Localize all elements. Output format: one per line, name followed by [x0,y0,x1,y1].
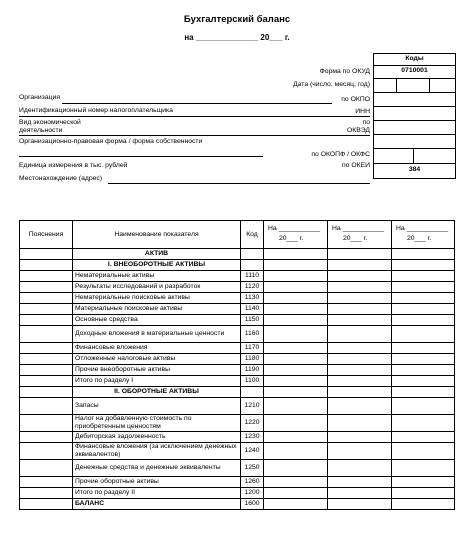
table-row [20,432,455,443]
codes-divider [373,92,456,93]
value-cell[interactable] [392,365,455,376]
col-date-1-b: 20___ г. [279,235,304,242]
indicator-name: Денежные средства и денежные эквиваленты [73,460,241,477]
indicator-code: 1150 [241,315,264,326]
notes-cell[interactable] [20,477,73,488]
indicator-name: II. ОБОРОТНЫЕ АКТИВЫ [73,387,241,398]
table-row [20,326,455,343]
value-cell[interactable] [264,443,328,460]
indicator-code: 1220 [241,415,264,432]
codes-divider [373,148,456,149]
indicator-name: Доходные вложения в материальные ценности [73,326,241,343]
indicator-name: Итого по разделу I [73,376,241,387]
okud-label: Форма по ОКУД [319,68,370,75]
balance-table [19,220,455,510]
value-cell[interactable] [264,398,328,415]
okei-value: 384 [408,166,421,173]
value-cell[interactable] [328,315,392,326]
value-cell[interactable] [328,354,392,365]
indicator-name: Материальные поисковые активы [73,304,241,315]
col-date-1-a: На ___________ [268,225,321,232]
codes-okopf-divider [413,148,414,163]
indicator-code [241,387,264,398]
indicator-code: 1110 [241,271,264,282]
notes-cell[interactable] [20,488,73,499]
value-cell[interactable] [328,488,392,499]
indicator-code: 1240 [241,443,264,460]
value-cell[interactable] [264,415,328,432]
col-date-2-b: 20___ г. [343,235,368,242]
value-cell[interactable] [392,488,455,499]
table-row [20,477,455,488]
table-row [20,343,455,354]
notes-cell[interactable] [20,293,73,304]
table-row [20,415,455,432]
table-row [20,293,455,304]
indicator-code: 1100 [241,376,264,387]
indicator-name: Дебиторская задолженность [73,432,241,443]
indicator-name: Прочие внеоборотные активы [73,365,241,376]
value-cell[interactable] [392,376,455,387]
indicator-code: 1200 [241,488,264,499]
codes-divider [373,65,456,66]
col-date-3-a: На ___________ [396,225,449,232]
value-cell[interactable] [392,398,455,415]
value-cell[interactable] [392,343,455,354]
value-cell[interactable] [392,354,455,365]
indicator-code: 1180 [241,354,264,365]
value-cell[interactable] [264,365,328,376]
value-cell[interactable] [392,387,455,398]
value-cell[interactable] [264,343,328,354]
value-cell[interactable] [392,499,455,510]
value-cell[interactable] [392,293,455,304]
value-cell[interactable] [392,271,455,282]
value-cell[interactable] [264,293,328,304]
table-row [20,499,455,510]
value-cell[interactable] [328,443,392,460]
value-cell[interactable] [264,432,328,443]
col-date-3-b: 20___ г. [407,235,432,242]
date-suffix: г. [284,33,290,42]
table-row [20,249,455,260]
value-cell[interactable] [392,326,455,343]
indicator-code: 1230 [241,432,264,443]
indicator-name: АКТИВ [73,249,241,260]
table-row [20,260,455,271]
value-cell[interactable] [328,293,392,304]
value-cell[interactable] [328,304,392,315]
value-cell[interactable] [392,477,455,488]
table-row [20,365,455,376]
legal-form-label: Организационно-правовая форма / форма собственности [19,138,203,145]
notes-cell[interactable] [20,376,73,387]
notes-cell[interactable] [20,343,73,354]
okpo-label: по ОКПО [341,96,370,103]
value-cell[interactable] [328,326,392,343]
notes-cell[interactable] [20,415,73,432]
value-cell[interactable] [328,387,392,398]
value-cell[interactable] [392,443,455,460]
indicator-name: Итого по разделу II [73,488,241,499]
activity-label-2: деятельности [19,127,63,134]
value-cell[interactable] [328,271,392,282]
col-notes: Пояснения [20,221,73,249]
notes-cell[interactable] [20,354,73,365]
value-cell[interactable] [328,477,392,488]
value-cell[interactable] [264,249,328,260]
okved-label-1: по [362,119,370,126]
indicator-name: I. ВНЕОБОРОТНЫЕ АКТИВЫ [73,260,241,271]
indicator-name: Финансовые вложения [73,343,241,354]
organization-label: Организация [19,94,60,101]
notes-cell[interactable] [20,249,73,260]
indicator-name: Финансовые вложения (за исключением денежных эквивалентов) [73,443,241,460]
indicator-code [241,249,264,260]
table-row [20,315,455,326]
notes-cell[interactable] [20,315,73,326]
inn-field[interactable] [19,116,370,117]
indicator-code: 1140 [241,304,264,315]
value-cell[interactable] [328,376,392,387]
table-row [20,387,455,398]
indicator-code [241,260,264,271]
table-row [20,488,455,499]
value-cell[interactable] [328,415,392,432]
okud-value: 0710001 [401,67,428,74]
value-cell[interactable] [392,282,455,293]
value-cell[interactable] [264,326,328,343]
organization-field[interactable] [62,103,332,104]
inn-label: ИНН [355,108,370,115]
notes-cell[interactable] [20,260,73,271]
indicator-name: Запасы [73,398,241,415]
value-cell[interactable] [264,271,328,282]
col-date-2 [328,221,392,249]
indicator-name: Основные средства [73,315,241,326]
date-prefix: на [184,33,194,42]
okved-label-2: ОКВЭД [346,127,370,134]
table-row [20,443,455,460]
codes-divider [373,163,456,164]
codes-heading: Коды [405,55,424,62]
codes-divider [373,134,456,135]
value-cell[interactable] [328,260,392,271]
value-cell[interactable] [328,460,392,477]
date-year: 20___ [260,33,283,42]
indicator-code: 1600 [241,499,264,510]
table-row [20,271,455,282]
value-cell[interactable] [392,432,455,443]
indicator-name: Нематериальные поисковые активы [73,293,241,304]
notes-cell[interactable] [20,460,73,477]
value-cell[interactable] [264,304,328,315]
value-cell[interactable] [392,315,455,326]
indicator-code: 1130 [241,293,264,304]
table-row [20,376,455,387]
notes-cell[interactable] [20,271,73,282]
value-cell[interactable] [328,282,392,293]
indicator-code: 1160 [241,326,264,343]
notes-cell[interactable] [20,387,73,398]
value-cell[interactable] [392,304,455,315]
indicator-name: БАЛАНС [73,499,241,510]
table-header-row [20,221,455,249]
indicator-name: Результаты исследований и разработок [73,282,241,293]
unit-label: Единица измерения в тыс. рублей [19,162,128,169]
indicator-name: Нематериальные активы [73,271,241,282]
value-cell[interactable] [264,488,328,499]
indicator-code: 1120 [241,282,264,293]
col-name: Наименование показателя [73,221,241,249]
value-cell[interactable] [328,249,392,260]
indicator-name: Налог на добавленную стоимость по приобретенным ценностям [73,415,241,432]
indicator-name: Прочие оборотные активы [73,477,241,488]
indicator-code: 1170 [241,343,264,354]
notes-cell[interactable] [20,326,73,343]
activity-label-1: Вид экономической [19,119,81,126]
notes-cell[interactable] [20,499,73,510]
value-cell[interactable] [328,499,392,510]
table-row [20,398,455,415]
okopf-label: по ОКОПФ / ОКФС [311,151,370,158]
value-cell[interactable] [264,354,328,365]
value-cell[interactable] [392,249,455,260]
value-cell[interactable] [264,460,328,477]
col-code: Код [241,221,264,249]
date-day-month: ______________ [195,33,259,42]
page-title: Бухгалтерский баланс [183,14,291,25]
notes-cell[interactable] [20,282,73,293]
location-field[interactable] [108,183,370,184]
value-cell[interactable] [392,260,455,271]
report-date [0,33,474,42]
value-cell[interactable] [392,415,455,432]
col-date-3 [392,221,455,249]
notes-cell[interactable] [20,304,73,315]
value-cell[interactable] [264,376,328,387]
value-cell[interactable] [328,365,392,376]
indicator-name: Отложенные налоговые активы [73,354,241,365]
value-cell[interactable] [264,315,328,326]
codes-divider [373,78,456,79]
notes-cell[interactable] [20,432,73,443]
indicator-code: 1210 [241,398,264,415]
okei-label: по ОКЕИ [341,162,370,169]
inn-full-label: Идентификационный номер налогоплательщика [19,107,173,114]
notes-cell[interactable] [20,443,73,460]
codes-divider [373,106,456,107]
location-label: Местонахождение (адрес) [19,175,103,182]
codes-date-divider [429,78,430,92]
value-cell[interactable] [328,432,392,443]
indicator-code: 1250 [241,460,264,477]
col-date-2-a: На ___________ [332,225,385,232]
table-row [20,282,455,293]
value-cell[interactable] [264,260,328,271]
activity-field[interactable] [19,135,370,136]
value-cell[interactable] [392,460,455,477]
date-label: Дата (число, месяц, год) [293,81,370,88]
value-cell[interactable] [328,343,392,354]
notes-cell[interactable] [20,365,73,376]
indicator-code: 1260 [241,477,264,488]
table-body [20,249,455,510]
value-cell[interactable] [264,499,328,510]
table-row [20,460,455,477]
value-cell[interactable] [328,398,392,415]
codes-date-divider [396,78,397,92]
notes-cell[interactable] [20,398,73,415]
codes-divider [373,120,456,121]
col-date-1 [264,221,328,249]
value-cell[interactable] [264,387,328,398]
value-cell[interactable] [264,282,328,293]
table-row [20,304,455,315]
value-cell[interactable] [264,477,328,488]
table-row [20,354,455,365]
legal-form-field[interactable] [19,156,263,157]
indicator-code: 1190 [241,365,264,376]
